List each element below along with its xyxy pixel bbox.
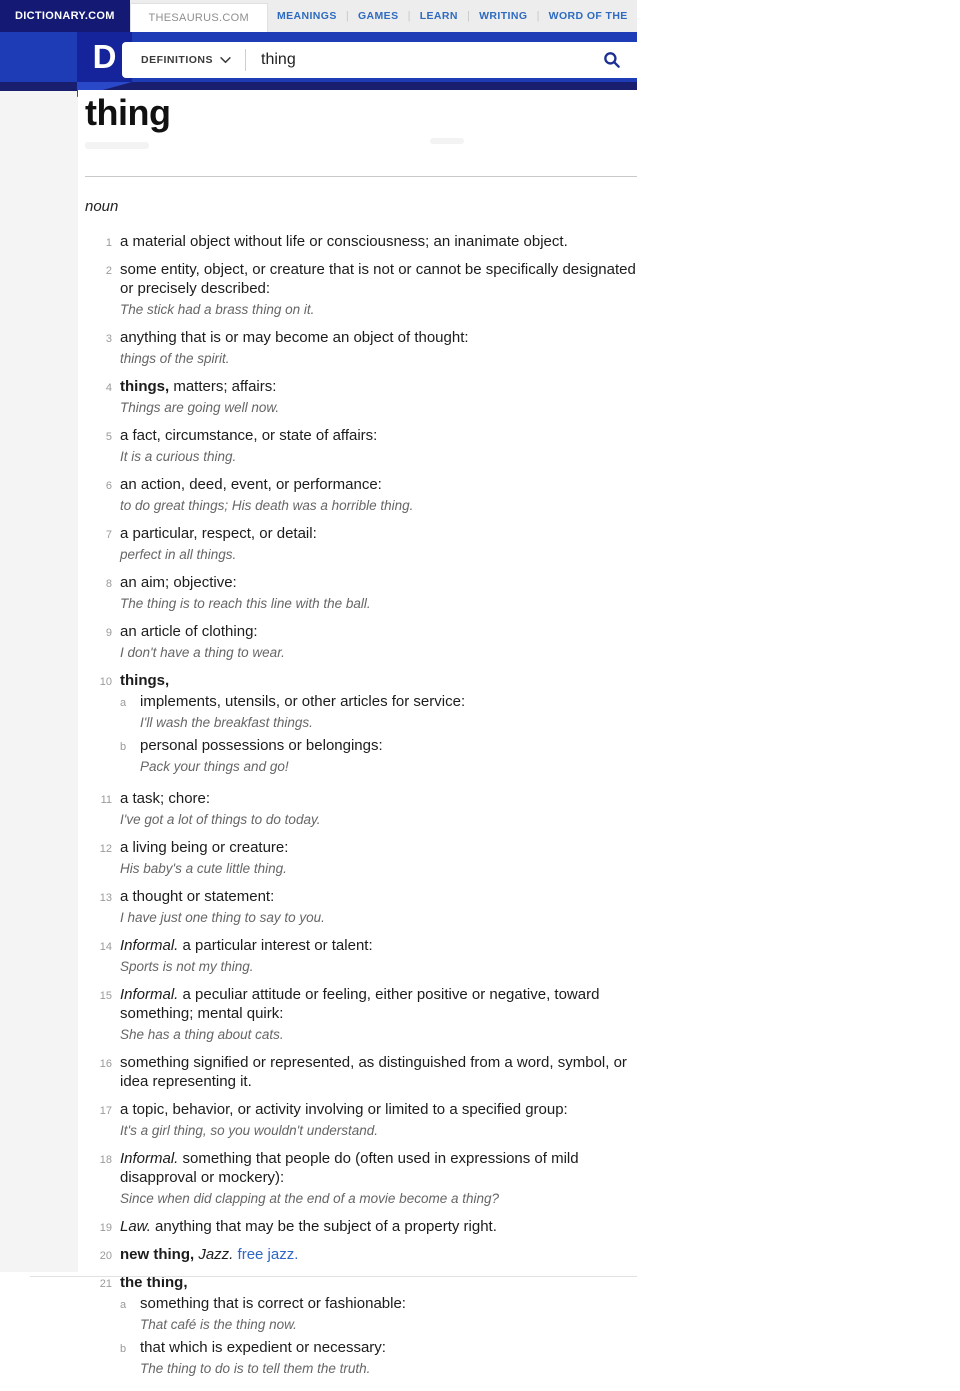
sub-definition-list xyxy=(120,1294,637,1378)
definition-example: It's a girl thing, so you wouldn't understand. xyxy=(120,1123,379,1138)
definition-example: It is a curious thing. xyxy=(120,449,237,464)
dictionary-brand-tab[interactable]: DICTIONARY.COM xyxy=(0,0,130,32)
nav-separator: | xyxy=(407,10,411,22)
search-button[interactable] xyxy=(597,51,637,69)
chevron-down-icon xyxy=(220,57,231,64)
sub-definition-list xyxy=(120,692,637,776)
definition-number: 2 xyxy=(105,265,112,277)
definition-number: 15 xyxy=(99,990,112,1002)
definition-text-segment: an action, deed, event, or performance: xyxy=(120,476,382,493)
definition-text-segment: a peculiar attitude or feeling, either positive or negative, toward something; mental quirk: xyxy=(120,986,600,1022)
definition-text xyxy=(120,838,637,857)
definition-number: 7 xyxy=(105,529,112,541)
definition-number: 10 xyxy=(99,676,112,688)
definition-text-segment: anything that is or may become an object of thought: xyxy=(120,329,469,346)
nav-link-learn[interactable]: LEARN xyxy=(419,10,458,22)
sub-definition-letter: a xyxy=(120,1299,127,1311)
definition-text-segment: something that is correct or fashionable: xyxy=(140,1295,406,1312)
definition-number: 19 xyxy=(99,1222,112,1234)
definition-example: The stick had a brass thing on it. xyxy=(120,302,315,317)
definition-example: The thing to do is to tell them the truth. xyxy=(140,1361,371,1376)
definition-text-segment: Jazz. xyxy=(198,1246,234,1263)
definition-text-segment: something that people do (often used in expressions of mild disapproval or mockery): xyxy=(120,1150,579,1186)
definition-text xyxy=(120,887,637,906)
definition-text-segment: matters; affairs: xyxy=(169,378,277,395)
definition-number: 9 xyxy=(105,627,112,639)
definition-number: 16 xyxy=(99,1058,112,1070)
definition-entry xyxy=(78,426,637,466)
definition-number: 1 xyxy=(105,237,112,249)
definition-text-segment: Law. xyxy=(120,1218,151,1235)
definition-text-segment: some entity, object, or creature that is not or cannot be specifically designated or precisely described: xyxy=(120,261,636,297)
definition-entry xyxy=(78,1149,637,1208)
definition-text xyxy=(120,524,637,543)
definition-text xyxy=(120,936,637,955)
definition-text-segment: new thing, xyxy=(120,1246,195,1263)
definition-number: 17 xyxy=(99,1105,112,1117)
definition-text xyxy=(120,328,637,347)
definition-number: 5 xyxy=(105,431,112,443)
faded-element xyxy=(85,142,149,149)
definition-entry xyxy=(78,232,637,251)
definition-entry xyxy=(78,1217,637,1236)
page-gutter xyxy=(0,90,78,1272)
definition-link[interactable]: free jazz. xyxy=(237,1246,299,1263)
nav-link-word-of-the[interactable]: WORD OF THE xyxy=(548,10,628,22)
definition-text xyxy=(120,789,637,808)
definition-number: 21 xyxy=(99,1278,112,1290)
definition-text-segment: a fact, circumstance, or state of affairs: xyxy=(120,427,378,444)
search-category-dropdown[interactable] xyxy=(122,54,241,66)
definition-example: I've got a lot of things to do today. xyxy=(120,812,321,827)
definition-example: Things are going well now. xyxy=(120,400,280,415)
thesaurus-tab[interactable]: THESAURUS.COM xyxy=(130,3,268,32)
definition-text xyxy=(120,1217,637,1236)
definition-entry xyxy=(78,1100,637,1140)
definition-text-segment: a living being or creature: xyxy=(120,839,289,856)
definition-example: That café is the thing now. xyxy=(140,1317,297,1332)
definition-text-segment: things, xyxy=(120,672,170,689)
logo-d-letter: D xyxy=(92,37,117,75)
definition-example: perfect in all things. xyxy=(120,547,237,562)
definition-text xyxy=(140,736,637,755)
search-bar xyxy=(122,42,637,78)
definition-example: Sports is not my thing. xyxy=(120,959,254,974)
definition-entry xyxy=(78,622,637,662)
definition-example: I have just one thing to say to you. xyxy=(120,910,325,925)
part-of-speech: noun xyxy=(85,198,119,215)
definition-text xyxy=(120,426,637,445)
definition-number: 12 xyxy=(99,843,112,855)
nav-separator: | xyxy=(536,10,540,22)
sub-definition-letter: b xyxy=(120,741,127,753)
definition-text xyxy=(120,1149,637,1187)
definition-example: She has a thing about cats. xyxy=(120,1027,284,1042)
definition-example: things of the spirit. xyxy=(120,351,230,366)
definition-text xyxy=(120,377,637,396)
definition-entry xyxy=(78,260,637,319)
definition-number: 6 xyxy=(105,480,112,492)
definition-entry xyxy=(78,985,637,1044)
top-nav-links xyxy=(268,0,637,32)
sub-definition-item xyxy=(120,692,637,732)
definition-example: His baby's a cute little thing. xyxy=(120,861,287,876)
definition-text xyxy=(140,1338,637,1357)
definition-entry xyxy=(78,328,637,368)
definition-entry xyxy=(78,936,637,976)
pronunciation-zone xyxy=(85,134,637,172)
nav-link-games[interactable]: GAMES xyxy=(357,10,399,22)
definition-example: I don't have a thing to wear. xyxy=(120,645,285,660)
definition-entry xyxy=(78,789,637,829)
definition-number: 4 xyxy=(105,382,112,394)
nav-separator: | xyxy=(467,10,470,22)
definition-text xyxy=(120,671,637,690)
definition-text-segment: that which is expedient or necessary: xyxy=(140,1339,386,1356)
definition-entry xyxy=(78,671,637,780)
sub-definition-letter: a xyxy=(120,697,127,709)
definition-text-segment: an aim; objective: xyxy=(120,574,237,591)
section-divider xyxy=(85,176,637,177)
definition-text xyxy=(120,985,637,1023)
definition-number: 8 xyxy=(105,578,112,590)
definition-text-segment: a task; chore: xyxy=(120,790,211,807)
definition-text xyxy=(120,622,637,641)
faded-element xyxy=(430,138,464,144)
definition-text-segment: something signified or represented, as distinguished from a word, symbol, or idea representing it. xyxy=(120,1054,627,1090)
search-icon xyxy=(603,51,621,69)
definition-entry xyxy=(78,838,637,878)
definition-number: 18 xyxy=(99,1154,112,1166)
definition-number: 11 xyxy=(100,794,112,806)
definition-number: 3 xyxy=(105,333,112,345)
definition-text-segment: a particular interest or talent: xyxy=(178,937,373,954)
definition-entry xyxy=(78,887,637,927)
definition-entry xyxy=(78,1053,637,1091)
definition-list xyxy=(78,232,637,1382)
search-category-label: DEFINITIONS xyxy=(141,54,214,66)
definition-text-segment: Informal. xyxy=(120,986,179,1003)
definition-text xyxy=(140,692,637,711)
headword: thing xyxy=(85,92,171,133)
definition-example: Since when did clapping at the end of a movie become a thing? xyxy=(120,1191,500,1206)
definition-text-segment: Informal. xyxy=(120,1150,179,1167)
definition-example: I'll wash the breakfast things. xyxy=(140,715,313,730)
definition-text xyxy=(120,1245,637,1264)
nav-separator: | xyxy=(345,10,349,22)
definition-text-segment: Informal. xyxy=(120,937,179,954)
definition-text-segment: a particular, respect, or detail: xyxy=(120,525,317,542)
definition-number: 13 xyxy=(99,892,112,904)
definition-text-segment: implements, utensils, or other articles for service: xyxy=(140,693,466,710)
definition-text xyxy=(120,1053,637,1091)
definition-entry xyxy=(78,1245,637,1264)
nav-link-writing[interactable]: WRITING xyxy=(479,10,528,22)
definition-text xyxy=(120,475,637,494)
definition-example: The thing is to reach this line with the ball. xyxy=(120,596,371,611)
definition-entry xyxy=(78,524,637,564)
definition-text xyxy=(140,1294,637,1313)
top-tab-area xyxy=(130,0,637,32)
definition-text-segment: an article of clothing: xyxy=(120,623,258,640)
search-input[interactable] xyxy=(246,51,597,69)
definition-text xyxy=(120,232,637,251)
entry-card xyxy=(78,90,637,1391)
definition-number: 14 xyxy=(99,941,112,953)
top-bar xyxy=(0,0,637,32)
definition-text-segment: a material object without life or consciousness; an inanimate object. xyxy=(120,233,568,250)
nav-link-meanings[interactable]: MEANINGS xyxy=(276,10,337,22)
sub-definition-item xyxy=(120,1294,637,1334)
definition-text xyxy=(120,260,637,298)
definition-text-segment: a topic, behavior, or activity involving or limited to a specified group: xyxy=(120,1101,568,1118)
definition-text-segment: anything that may be the subject of a property right. xyxy=(150,1218,497,1235)
definition-text xyxy=(120,1100,637,1119)
definition-text xyxy=(120,573,637,592)
definition-entry xyxy=(78,573,637,613)
definition-text-segment: personal possessions or belongings: xyxy=(140,737,383,754)
footer-edge-line xyxy=(30,1276,637,1277)
definition-entry xyxy=(78,377,637,417)
sub-definition-letter: b xyxy=(120,1343,127,1355)
definition-entry xyxy=(78,475,637,515)
definition-example: to do great things; His death was a horrible thing. xyxy=(120,498,414,513)
definition-entry xyxy=(78,1273,637,1382)
definition-text-segment: things, xyxy=(120,378,170,395)
definition-text-segment: a thought or statement: xyxy=(120,888,275,905)
definition-text-segment: the thing, xyxy=(120,1274,188,1291)
definition-example: Pack your things and go! xyxy=(140,759,289,774)
definition-number: 20 xyxy=(99,1250,112,1262)
sub-definition-item xyxy=(120,736,637,776)
sub-definition-item xyxy=(120,1338,637,1378)
